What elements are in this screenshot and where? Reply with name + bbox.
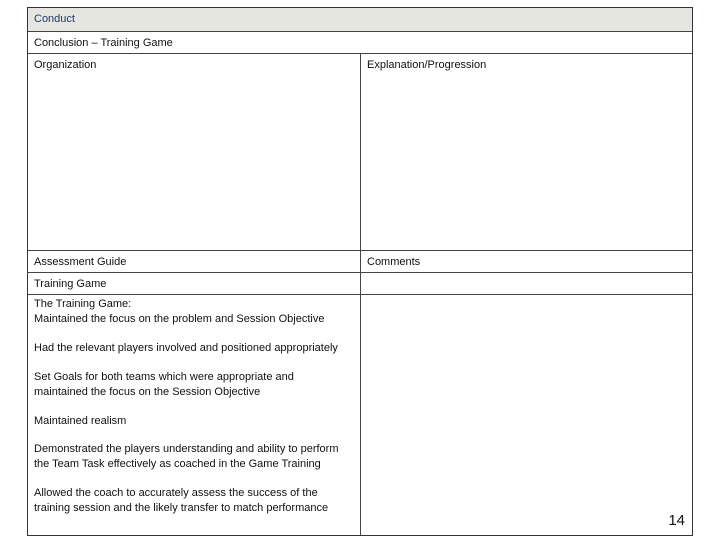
explanation-label: Explanation/Progression xyxy=(367,59,487,71)
criterion-item xyxy=(28,341,360,356)
criterion-item xyxy=(28,486,360,516)
criterion-line: training session and the likely transfer to match performance xyxy=(34,502,329,514)
criterion-item xyxy=(28,414,360,429)
comments-label: Comments xyxy=(367,256,421,268)
criterion-line: Demonstrated the players understanding and ability to perform xyxy=(34,443,339,455)
page-number: 14 xyxy=(668,512,685,529)
section-title: Conduct xyxy=(34,13,75,25)
title-row xyxy=(28,32,692,54)
criterion-line: Set Goals for both teams which were appropriate and xyxy=(34,371,294,383)
criterion-line: Allowed the coach to accurately assess the success of the xyxy=(34,487,318,499)
session-plan-table xyxy=(27,7,693,536)
criterion-item xyxy=(28,370,360,400)
criterion-item xyxy=(28,442,360,472)
criterion-line: the Team Task effectively as coached in the Game Training xyxy=(34,458,321,470)
assessment-guide-label: Assessment Guide xyxy=(34,256,127,268)
header-row xyxy=(28,8,692,32)
session-title: Conclusion – Training Game xyxy=(34,37,173,49)
criterion-item xyxy=(28,297,360,327)
training-game-label: Training Game xyxy=(34,278,107,290)
criterion-line: Had the relevant players involved and positioned appropriately xyxy=(34,342,338,354)
criterion-line: Maintained realism xyxy=(34,415,127,427)
organization-label: Organization xyxy=(34,59,97,71)
criterion-line: The Training Game: xyxy=(34,298,132,310)
column-divider xyxy=(360,54,361,535)
criterion-line: maintained the focus on the Session Objective xyxy=(34,386,261,398)
criterion-line: Maintained the focus on the problem and Session Objective xyxy=(34,313,325,325)
